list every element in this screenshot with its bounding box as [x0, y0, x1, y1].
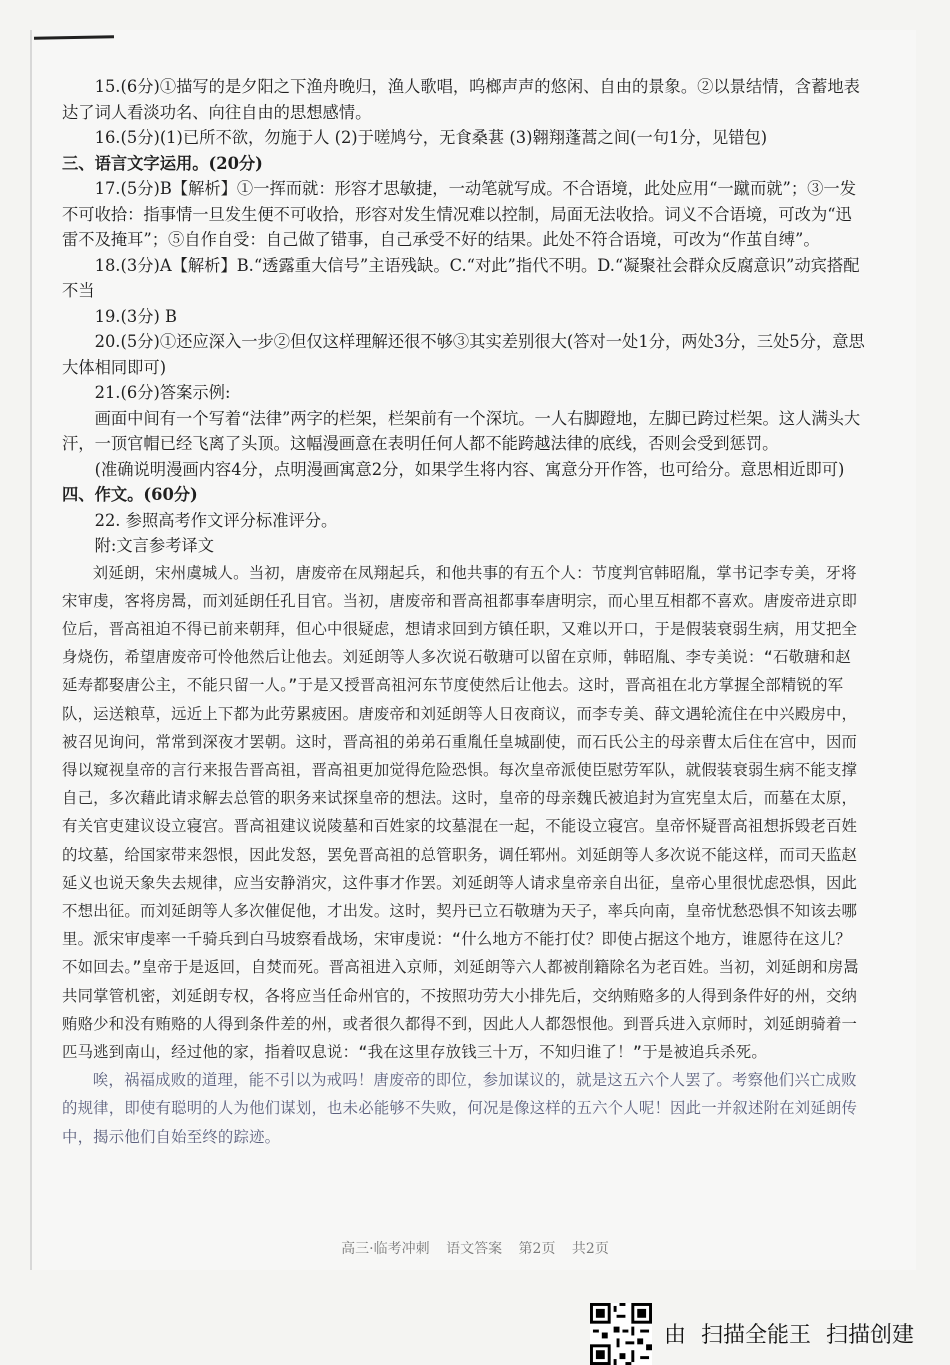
answer-15: 15.(6分)①描写的是夕阳之下渔舟晚归，渔人歌唱，呜榔声声的悠闲、自由的景象。②以景结情，含蓄地表达了词人看淡功名、向往自由的思想感情。 [62, 77, 860, 122]
footer-page: 第2页 [518, 1241, 556, 1257]
page-footer [0, 1238, 950, 1258]
section-3-heading: 三、语言文字运用。(20分) [62, 153, 263, 173]
qr-code-icon [590, 1303, 652, 1365]
translation-paragraph-2: 唉，祸福成败的道理，能不引以为戒吗！唐废帝的即位，参加谋议的，就是这五六个人罢了。考察他们兴亡成败的规律，即使有聪明的人为他们谋划，也未必能够不失败，何况是像这样的五六个人呢！因此一并叙述附在刘延朗传中，揭示他们自始至终的踪迹。 [62, 1071, 858, 1146]
watermark-action: 扫描创建 [826, 1323, 915, 1348]
translation-paragraph-1: 刘延朗，宋州虞城人。当初，唐废帝在凤翔起兵，和他共事的有五个人：节度判官韩昭胤，掌书记李专美，牙将宋审虔，客将房暠，而刘延朗任孔目官。当初，唐废帝和晋高祖都事奉唐明宗，而心里互相都不喜欢。唐废帝进京即位后，晋高祖迫不得已前来朝拜，但心中很疑虑，想请求回到方镇任职，又难以开口，于是假装衰弱生病，用艾把全身烧伤，希望唐废帝可怜他然后让他去。刘延朗等人多次说石敬瑭可以留在京师，韩昭胤、李专美说：“石敬瑭和赵延寿都娶唐公主，不能只留一人。”于是又授晋高祖河东节度使然后让他去。这时，晋高祖在北方掌握全部精锐的军队，运送粮草，远近上下都为此劳累疲困。唐废帝和刘延朗等人日夜商议，而李专美、薛文遇轮流住在中兴殿房中，被召见询问，常常到深夜才罢朝。这时，晋高祖的弟弟石重胤任皇城副使，而石氏公主的母亲曹太后住在宫中，因而得以窥视皇帝的言行来报告晋高祖，晋高祖更加觉得危险恐惧。每次皇帝派使臣慰劳军队，就假装衰弱生病不能支撑自己，多次藉此请求解去总管的职务来试探皇帝的想法。这时，皇帝的母亲魏氏被追封为宣宪皇太后，而墓在太原，有关官吏建议设立寝宫。晋高祖建议说陵墓和百姓家的坟墓混在一起，不能设立寝宫。皇帝怀疑晋高祖想拆毁老百姓的坟墓，给国家带来怨恨，因此发怒，罢免晋高祖的总管职务，调任郓州。刘延朗等人多次说不能这样，而司天监赵延义也说天象失去规律，应当安静消灾，这件事才作罢。刘延朗等人请求皇帝亲自出征，皇帝心里很忧虑恐惧，因此不想出征。而刘延朗等人多次催促他，才出发。这时，契丹已立石敬瑭为天子，率兵向南，皇帝忧愁恐惧不知该去哪里。派宋审虔率一千骑兵到白马坡察看战场，宋审虔说：“什么地方不能打仗？即使占据这个地方，谁愿待在这儿？不如回去。”皇帝于是返回，自焚而死。晋高祖进入京师，刘延朗等六人都被削籍除名为老百姓。当初，刘延朗和房暠共同掌管机密，刘延朗专权，各将应当任命州官的，不按照功劳大小排先后，交纳贿赂多的人得到条件好的州，交纳贿赂少和没有贿赂的人得到条件差的州，或者很久都得不到，因此人人都怨恨他。到晋兵进入京师时，刘延朗骑着一匹马逃到南山，经过他的家，指着叹息说：“我在这里存放钱三十万，不知归谁了！”于是被追兵杀死。 [62, 563, 859, 1061]
answer-17: 17.(5分)B【解析】①一挥而就：形容才思敏捷，一动笔就写成。不合语境，此处应用“一蹴而就”；③一发不可收拾：指事情一旦发生便不可收拾，形容对发生情况难以控制，局面无法收拾。词义不合语境，可改为“迅雷不及掩耳”；⑤自作自受：自己做了错事，自己承受不好的结果。此处不符合语境，可改为“作茧自缚”。 [62, 179, 856, 249]
section-4-heading: 四、作文。(60分) [62, 485, 198, 504]
answer-18: 18.(3分)A【解析】B.“透露重大信号”主语残缺。C.“对此”指代不明。D.“凝聚社会群众反腐意识”动宾搭配不当 [62, 255, 860, 300]
appendix-title: 附:文言参考译文 [94, 536, 215, 555]
answer-16: 16.(5分)(1)已所不欲，勿施于人 (2)于嗟鸠兮，无食桑葚 (3)翱翔蓬蒿之间(一句1分，见错包) [94, 128, 768, 147]
answer-21-title: 21.(6分)答案示例: [94, 383, 231, 402]
answer-21-body: 画面中间有一个写着“法律”两字的栏架，栏架前有一个深坑。一人右脚蹬地，左脚已跨过栏架。这人满头大汗，一顶官帽已经飞离了头顶。这幅漫画意在表明任何人都不能跨越法律的底线，否则会受到惩罚。 [62, 408, 861, 453]
scanner-watermark [664, 1318, 922, 1349]
answer-20: 20.(5分)①还应深入一步②但仅这样理解还很不够③其实差别很大(答对一处1分，两处3分，三处5分，意思大体相同即可) [62, 332, 865, 377]
watermark-by: 由 [664, 1323, 687, 1348]
footer-total: 共2页 [571, 1241, 609, 1257]
footer-subject: 语文答案 [446, 1241, 503, 1257]
answer-21-note: (准确说明漫画内容4分，点明漫画寓意2分，如果学生将内容、寓意分开作答，也可给分。意思相近即可) [94, 459, 845, 479]
answer-19: 19.(3分) B [94, 306, 177, 326]
answer-22: 22. 参照高考作文评分标准评分。 [94, 510, 338, 530]
answer-content [62, 74, 866, 1151]
footer-course: 高三·临考冲刺 [341, 1241, 430, 1257]
watermark-app: 扫描全能王 [701, 1323, 812, 1348]
